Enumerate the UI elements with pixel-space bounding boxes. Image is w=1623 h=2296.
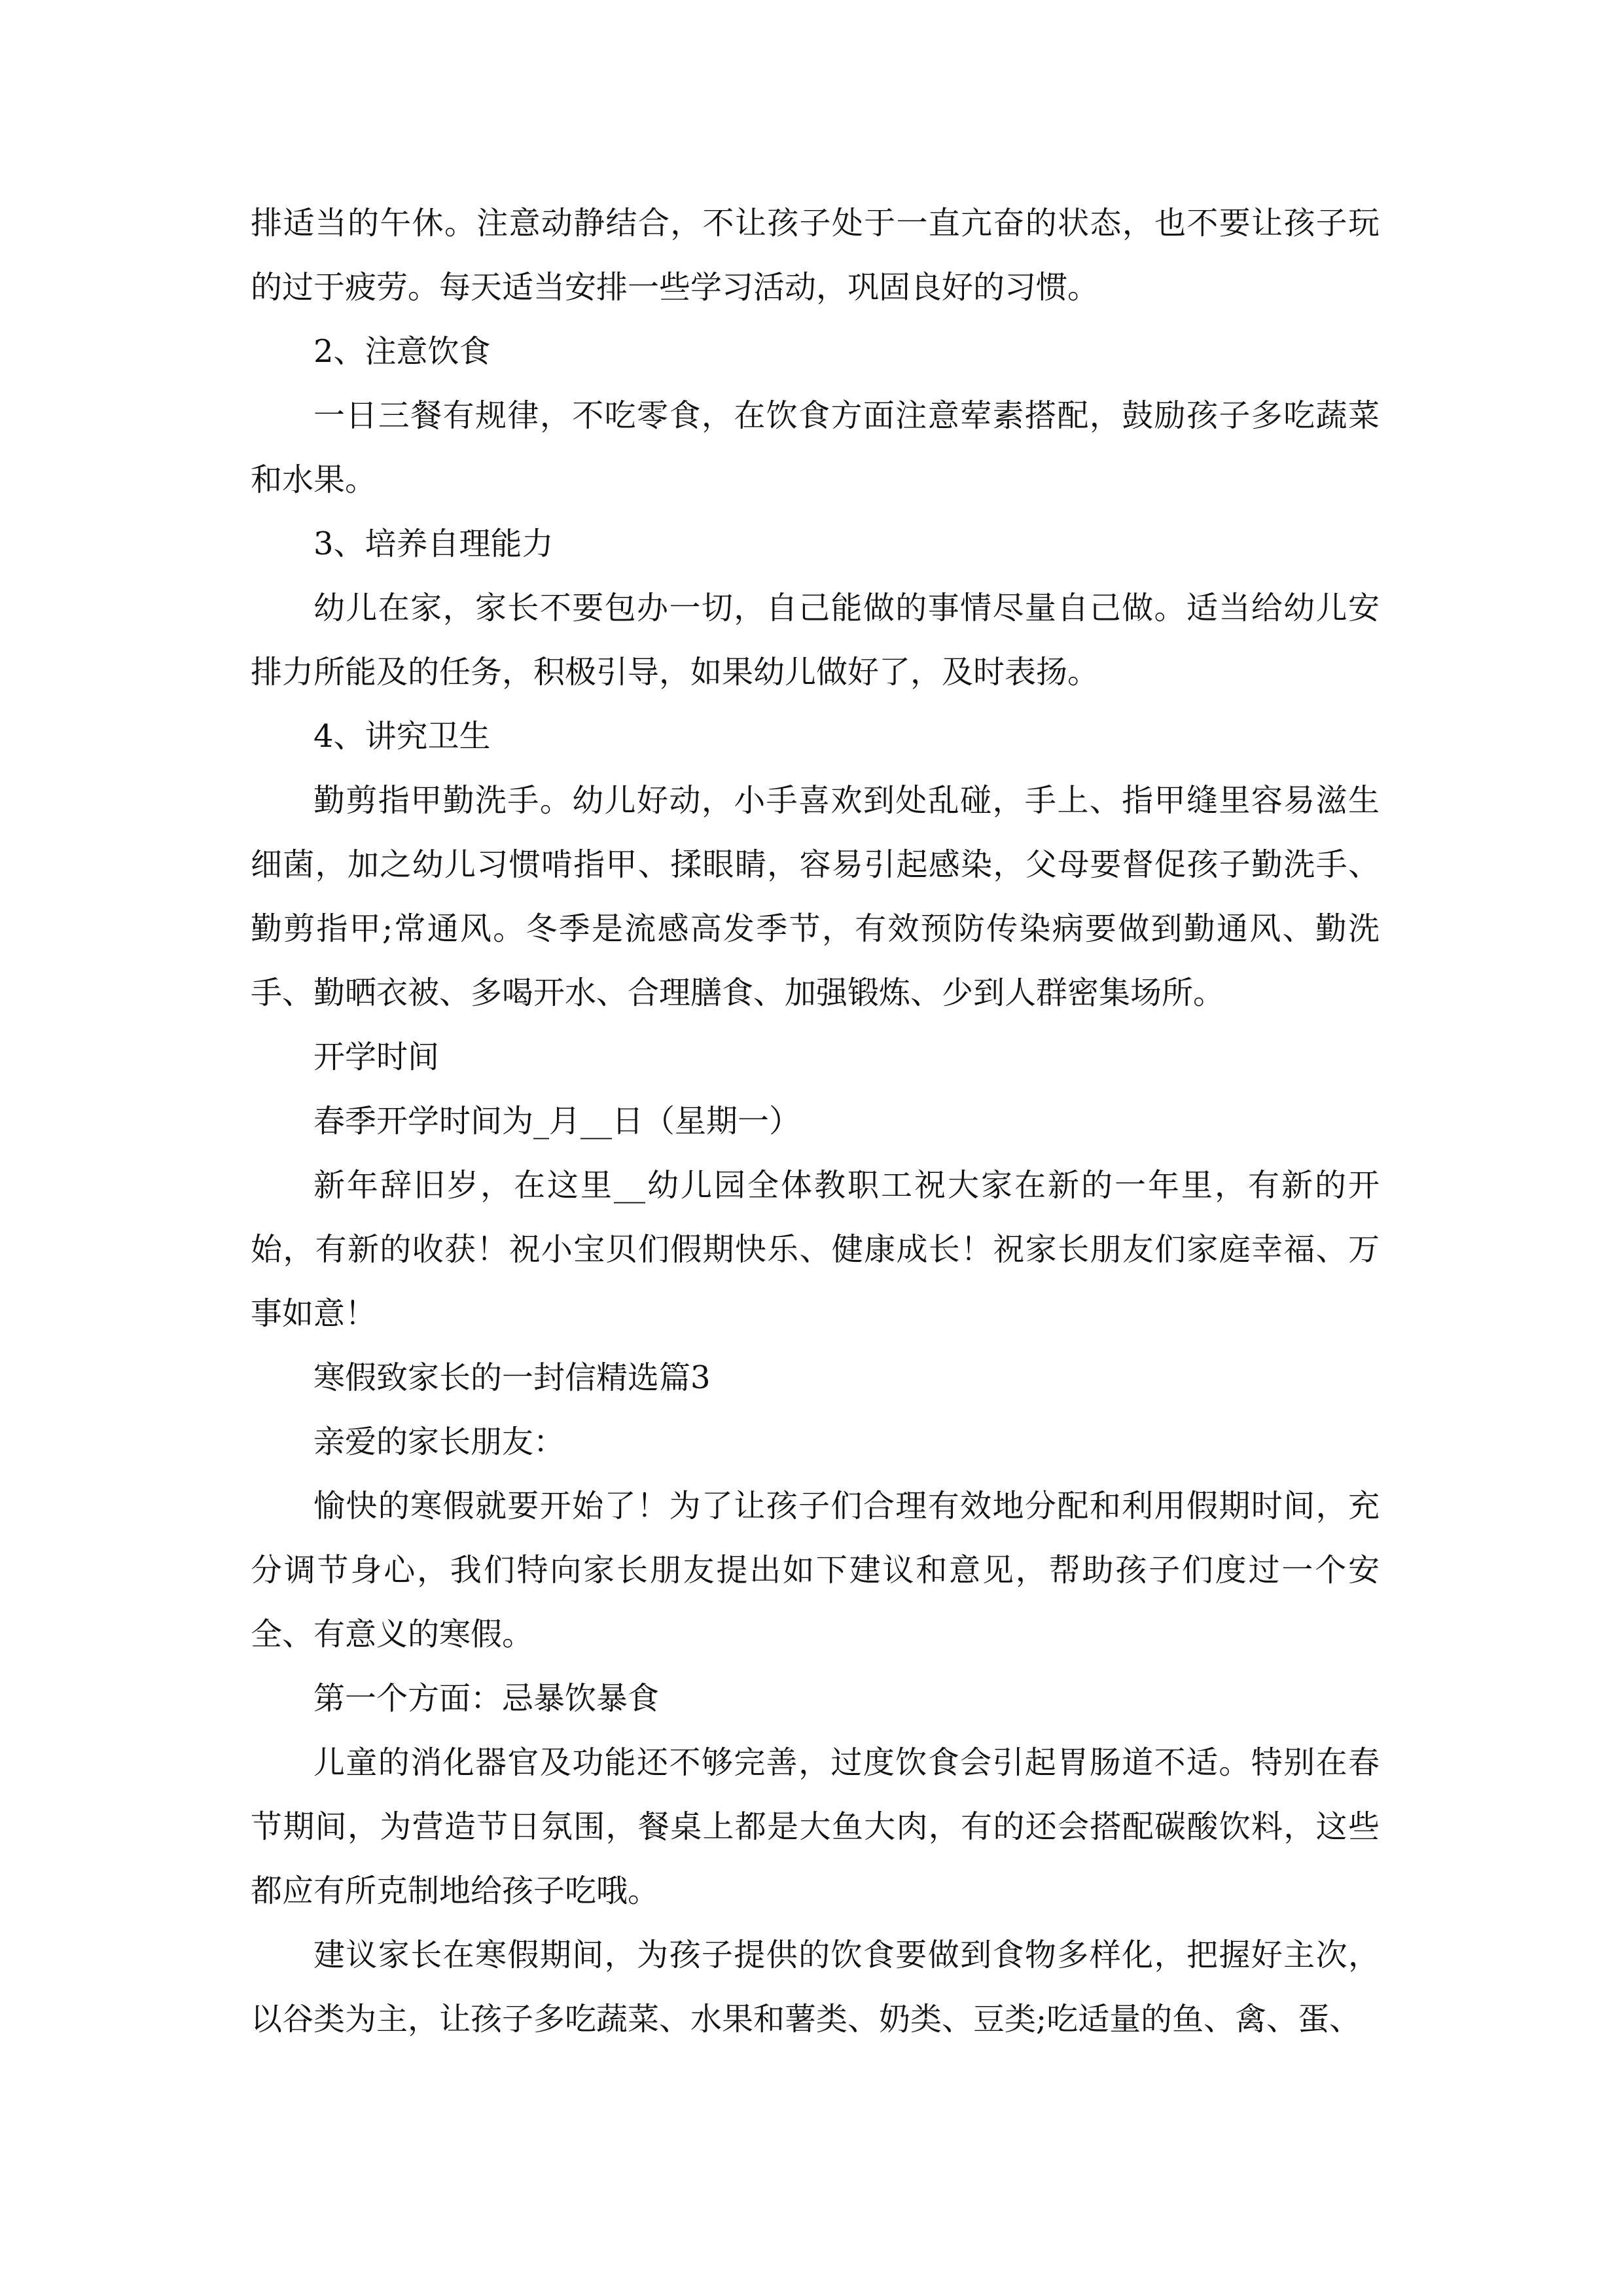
paragraph: 幼儿在家，家长不要包办一切，自己能做的事情尽量自己做。适当给幼儿安排力所能及的任务，积极引导，如果幼儿做好了，及时表扬。 — [251, 590, 1380, 691]
document-body — [251, 191, 1380, 2051]
paragraph: 愉快的寒假就要开始了！为了让孩子们合理有效地分配和利用假期时间，充分调节身心，我们特向家长朋友提出如下建议和意见，帮助孩子们度过一个安全、有意义的寒假。 — [251, 1488, 1380, 1653]
section-heading: 第一个方面：忌暴饮暴食 — [313, 1680, 660, 1717]
paragraph: 新年辞旧岁，在这里__幼儿园全体教职工祝大家在新的一年里，有新的开始，有新的收获！祝小宝贝们假期快乐、健康成长！祝家长朋友们家庭幸福、万事如意！ — [251, 1167, 1380, 1332]
salutation: 亲爱的家长朋友： — [313, 1424, 565, 1460]
paragraph: 一日三餐有规律，不吃零食，在饮食方面注意荤素搭配，鼓励孩子多吃蔬菜和水果。 — [251, 397, 1380, 498]
letter-title: 寒假致家长的一封信精选篇3 — [313, 1359, 711, 1396]
section-heading: 3、培养自理能力 — [313, 526, 554, 562]
section-heading: 4、讲究卫生 — [313, 718, 491, 755]
paragraph: 春季开学时间为_月__日（星期一） — [313, 1103, 801, 1139]
section-heading: 2、注意饮食 — [313, 333, 491, 370]
paragraph: 儿童的消化器官及功能还不够完善，过度饮食会引起胃肠道不适。特别在春节期间，为营造节日氛围，餐桌上都是大鱼大肉，有的还会搭配碳酸饮料，这些都应有所克制地给孩子吃哦。 — [251, 1744, 1380, 1909]
section-heading: 开学时间 — [313, 1039, 440, 1075]
paragraph: 勤剪指甲勤洗手。幼儿好动，小手喜欢到处乱碰，手上、指甲缝里容易滋生细菌，加之幼儿习惯啃指甲、揉眼睛，容易引起感染，父母要督促孩子勤洗手、勤剪指甲;常通风。冬季是流感高发季节，有效预防传染病要做到勤通风、勤洗手、勤晒衣被、多喝开水、合理膳食、加强锻炼、少到人群密集场所。 — [251, 782, 1380, 1011]
paragraph: 建议家长在寒假期间，为孩子提供的饮食要做到食物多样化，把握好主次，以谷类为主，让孩子多吃蔬菜、水果和薯类、奶类、豆类;吃适量的鱼、禽、蛋、 — [251, 1937, 1380, 2037]
paragraph: 排适当的午休。注意动静结合，不让孩子处于一直亢奋的状态，也不要让孩子玩的过于疲劳。每天适当安排一些学习活动，巩固良好的习惯。 — [251, 205, 1380, 306]
